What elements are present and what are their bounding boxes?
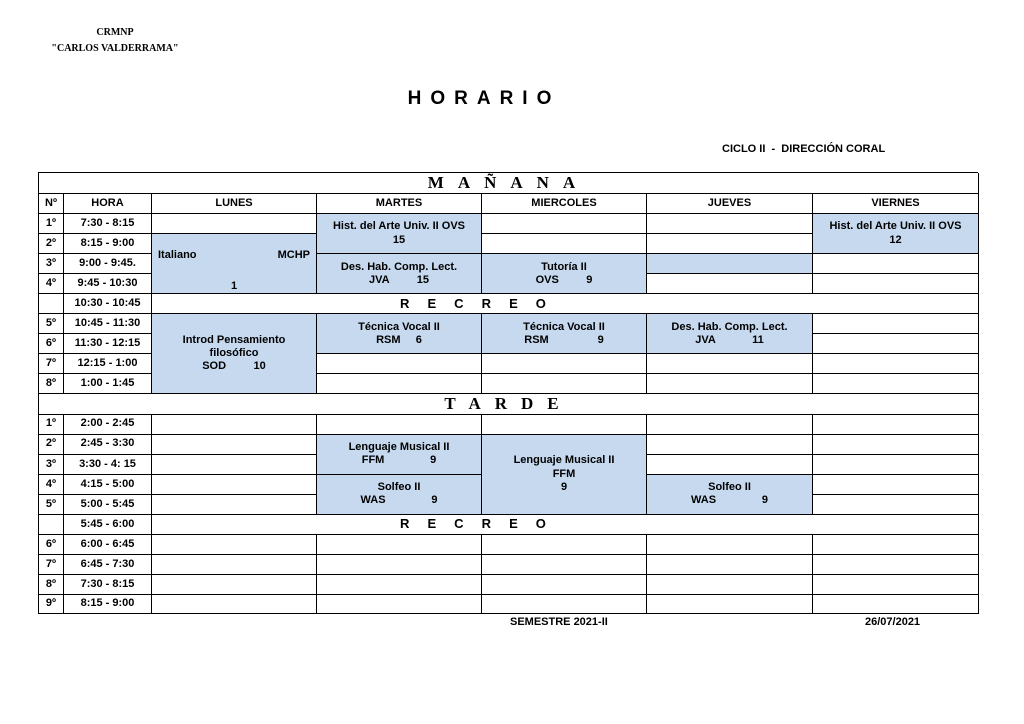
empty-cell (317, 374, 482, 394)
empty-cell (152, 535, 317, 555)
empty-cell (813, 535, 979, 555)
row-number: 4º (39, 475, 64, 495)
class-teacher-room: JVA 15 (369, 273, 429, 286)
row-number: 4º (39, 274, 64, 294)
empty-cell (152, 435, 317, 455)
row-number (39, 515, 64, 535)
row-number: 6º (39, 535, 64, 555)
empty-cell (152, 555, 317, 575)
institution-name: "CARLOS VALDERRAMA" (51, 43, 179, 54)
page-title: HORARIO (407, 88, 561, 109)
class-room: 15 (392, 233, 406, 246)
class-name: Hist. del Arte Univ. II OVS (332, 220, 466, 233)
empty-cell (647, 274, 813, 294)
empty-cell (152, 595, 317, 614)
empty-cell (317, 575, 482, 595)
empty-cell (152, 475, 317, 495)
empty-cell (647, 415, 813, 435)
empty-cell (317, 555, 482, 575)
class-teacher-room: WAS 9 (690, 494, 769, 507)
row-number (39, 294, 64, 314)
break-row: R E C R E O (152, 515, 979, 535)
empty-cell (813, 274, 979, 294)
break-row: R E C R E O (152, 294, 979, 314)
empty-cell (813, 374, 979, 394)
class-cell (482, 314, 647, 354)
row-number: 7º (39, 555, 64, 575)
empty-cell (813, 495, 979, 515)
row-number: 2º (39, 435, 64, 455)
class-cell (317, 254, 482, 294)
empty-cell (647, 354, 813, 374)
empty-cell (482, 535, 647, 555)
class-cell (647, 314, 813, 354)
class-name: Solfeo II (377, 481, 421, 494)
row-time: 4:15 - 5:00 (64, 475, 152, 495)
column-header-viernes: VIERNES (813, 194, 979, 214)
class-cell (317, 314, 482, 354)
row-time: 9:45 - 10:30 (64, 274, 152, 294)
row-time: 2:45 - 3:30 (64, 435, 152, 455)
row-time: 5:45 - 6:00 (64, 515, 152, 535)
row-number: 3º (39, 455, 64, 475)
row-number: 8º (39, 575, 64, 595)
empty-cell (482, 214, 647, 234)
empty-cell (647, 214, 813, 234)
column-header-n: Nº (39, 194, 64, 214)
empty-cell (813, 555, 979, 575)
empty-cell (813, 435, 979, 455)
empty-cell (482, 354, 647, 374)
class-cell (317, 475, 482, 515)
column-header-lunes: LUNES (152, 194, 317, 214)
empty-cell (482, 595, 647, 614)
class-name: Solfeo II (708, 481, 751, 494)
column-header-hora: HORA (64, 194, 152, 214)
class-name: Italiano (158, 249, 197, 262)
class-name: Técnica Vocal II (358, 320, 440, 333)
row-number: 1º (39, 214, 64, 234)
row-time: 7:30 - 8:15 (64, 575, 152, 595)
date-label: 26/07/2021 (865, 616, 921, 628)
class-name: Hist. del Arte Univ. II OVS (829, 220, 962, 233)
class-teacher: FFM (552, 467, 576, 480)
column-header-miercoles: MIERCOLES (482, 194, 647, 214)
schedule-table (38, 172, 978, 614)
class-cell (482, 435, 647, 515)
class-teacher-room: RSM 6 (376, 333, 422, 346)
class-cell (152, 234, 317, 294)
class-teacher-room: FFM 9 (361, 454, 437, 467)
class-cell (482, 254, 647, 294)
empty-cell (647, 535, 813, 555)
empty-cell (317, 354, 482, 374)
empty-cell (482, 234, 647, 254)
row-time: 3:30 - 4: 15 (64, 455, 152, 475)
afternoon-section-header: TARDE (39, 394, 979, 414)
row-time: 8:15 - 9:00 (64, 595, 152, 614)
class-name: Lenguaje Musical II (348, 440, 450, 453)
empty-cell (647, 555, 813, 575)
empty-cell (813, 354, 979, 374)
row-time: 6:45 - 7:30 (64, 555, 152, 575)
row-time: 7:30 - 8:15 (64, 214, 152, 234)
empty-cell (152, 214, 317, 234)
row-number: 7º (39, 354, 64, 374)
empty-cell (482, 575, 647, 595)
class-name: Tutoría II (541, 260, 587, 273)
row-number: 1º (39, 415, 64, 435)
empty-cell (647, 575, 813, 595)
empty-cell (317, 415, 482, 435)
empty-cell (647, 254, 813, 274)
class-teacher-room: OVS 9 (535, 273, 593, 286)
class-teacher-room: JVA 11 (695, 333, 764, 346)
row-number: 9º (39, 595, 64, 614)
empty-cell (813, 415, 979, 435)
empty-cell (813, 575, 979, 595)
empty-cell (482, 415, 647, 435)
column-header-jueves: JUEVES (647, 194, 813, 214)
class-name: Des. Hab. Comp. Lect. (671, 320, 788, 333)
row-time: 12:15 - 1:00 (64, 354, 152, 374)
row-time: 1:00 - 1:45 (64, 374, 152, 394)
row-time: 9:00 - 9:45. (64, 254, 152, 274)
empty-cell (152, 495, 317, 515)
class-teacher: MCHP (277, 249, 310, 262)
class-teacher-room: WAS 9 (360, 494, 438, 507)
semester-label: SEMESTRE 2021-II (510, 616, 608, 628)
class-teacher-room: SOD 10 (202, 360, 266, 373)
cycle-label: CICLO II - DIRECCIÓN CORAL (722, 143, 886, 155)
row-number: 6º (39, 334, 64, 354)
row-time: 5:00 - 5:45 (64, 495, 152, 515)
class-room: 9 (560, 480, 568, 493)
empty-cell (647, 435, 813, 455)
morning-section-header: MAÑANA (39, 173, 979, 194)
class-room: 1 (230, 280, 238, 293)
row-time: 10:45 - 11:30 (64, 314, 152, 334)
class-teacher-room: RSM 9 (524, 333, 604, 346)
row-time: 11:30 - 12:15 (64, 334, 152, 354)
class-name: Introd Pensamiento (182, 334, 286, 347)
empty-cell (647, 234, 813, 254)
empty-cell (152, 455, 317, 475)
empty-cell (152, 415, 317, 435)
class-cell (152, 314, 317, 394)
class-name: Lenguaje Musical II (513, 454, 615, 467)
empty-cell (317, 595, 482, 614)
class-cell (317, 214, 482, 254)
row-time: 10:30 - 10:45 (64, 294, 152, 314)
empty-cell (647, 455, 813, 475)
empty-cell (647, 374, 813, 394)
class-name: Des. Hab. Comp. Lect. (340, 260, 458, 273)
empty-cell (482, 555, 647, 575)
column-header-martes: MARTES (317, 194, 482, 214)
row-time: 2:00 - 2:45 (64, 415, 152, 435)
institution-short: CRMNP (96, 27, 134, 38)
empty-cell (813, 254, 979, 274)
empty-cell (152, 575, 317, 595)
class-cell (317, 435, 482, 475)
class-name-2: filosófico (209, 347, 259, 360)
empty-cell (813, 314, 979, 334)
row-number: 5º (39, 495, 64, 515)
class-cell (647, 475, 813, 515)
empty-cell (813, 334, 979, 354)
row-number: 2º (39, 234, 64, 254)
row-time: 6:00 - 6:45 (64, 535, 152, 555)
empty-cell (482, 374, 647, 394)
empty-cell (647, 595, 813, 614)
empty-cell (317, 535, 482, 555)
class-cell (813, 214, 979, 254)
row-time: 8:15 - 9:00 (64, 234, 152, 254)
class-name: Técnica Vocal II (523, 320, 605, 333)
empty-cell (813, 475, 979, 495)
empty-cell (813, 455, 979, 475)
row-number: 3º (39, 254, 64, 274)
class-room: 12 (889, 233, 902, 246)
row-number: 5º (39, 314, 64, 334)
row-number: 8º (39, 374, 64, 394)
empty-cell (813, 595, 979, 614)
